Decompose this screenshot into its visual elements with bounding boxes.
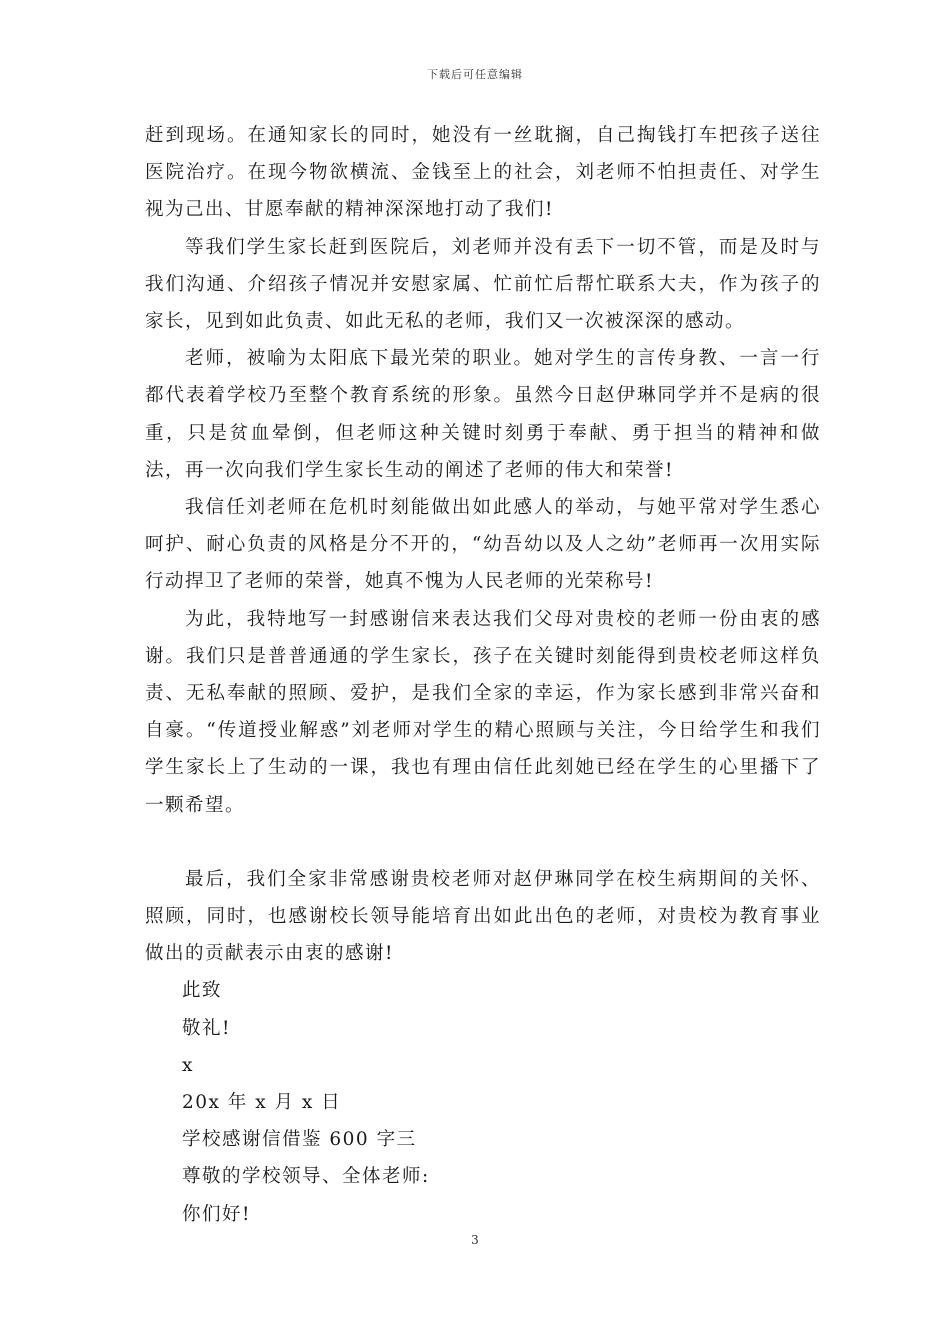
closing-salutation: 此致 <box>182 980 223 1002</box>
closing-date: 20x 年 x 月 x 日 <box>182 1092 342 1114</box>
paragraph-5: 为此，我特地写一封感谢信来表达我们父母对贵校的老师一份由衷的感谢。我们只是普普通通的学生家长，孩子在关键时刻能得到贵校老师这样负责、无私奉献的照顾、爱护，是我们全家的幸运，作为家长感到非常兴奋和自豪。“传道授业解惑”刘老师对学生的精心照顾与关注，今日给学生和我们学生家长上了生动的一课，我也有理由信任此刻她已经在学生的心里播下了一颗希望。 <box>145 608 821 816</box>
closing-signer: x <box>182 1054 194 1076</box>
paragraph-spacer <box>145 824 821 861</box>
page-number: 3 <box>471 1233 479 1247</box>
next-letter-title: 学校感谢信借鉴 600 字三 <box>182 1129 417 1151</box>
letter-body <box>145 117 821 1233</box>
paragraph-3: 老师，被喻为太阳底下最光荣的职业。她对学生的言传身教、一言一行都代表着学校乃至整个教育系统的形象。虽然今日赵伊琳同学并不是病的很重，只是贫血晕倒，但老师这种关键时刻勇于奉献、勇于担当的精神和做法，再一次向我们学生家长生动的阐述了老师的伟大和荣誉! <box>145 348 821 481</box>
paragraph-1: 赶到现场。在通知家长的同时，她没有一丝耽搁，自己掏钱打车把孩子送往医院治疗。在现今物欲横流、金钱至上的社会，刘老师不怕担责任、对学生视为己出、甘愿奉献的精神深深地打动了我们! <box>145 125 821 221</box>
paragraph-6: 最后，我们全家非常感谢贵校老师对赵伊琳同学在校生病期间的关怀、照顾，同时，也感谢校长领导能培育出如此出色的老师，对贵校为教育事业做出的贡献表示由衷的感谢! <box>145 868 821 965</box>
paragraph-2: 等我们学生家长赶到医院后，刘老师并没有丢下一切不管，而是及时与我们沟通、介绍孩子情况并安慰家属、忙前忙后帮忙联系大夫，作为孩子的家长，见到如此负责、如此无私的老师，我们又一次被深深的感动。 <box>145 236 821 333</box>
page-header-note: 下载后可任意编辑 <box>427 68 523 81</box>
closing-regards: 敬礼! <box>182 1017 231 1039</box>
next-letter-greeting: 尊敬的学校领导、全体老师: <box>182 1166 430 1188</box>
letter-closing <box>145 972 821 1232</box>
next-letter-hello: 你们好! <box>182 1203 251 1225</box>
paragraph-4: 我信任刘老师在危机时刻能做出如此感人的举动，与她平常对学生悉心呵护、耐心负责的风格是分不开的，“幼吾幼以及人之幼”老师再一次用实际行动捍卫了老师的荣誉，她真不愧为人民老师的光荣称号! <box>145 497 821 593</box>
